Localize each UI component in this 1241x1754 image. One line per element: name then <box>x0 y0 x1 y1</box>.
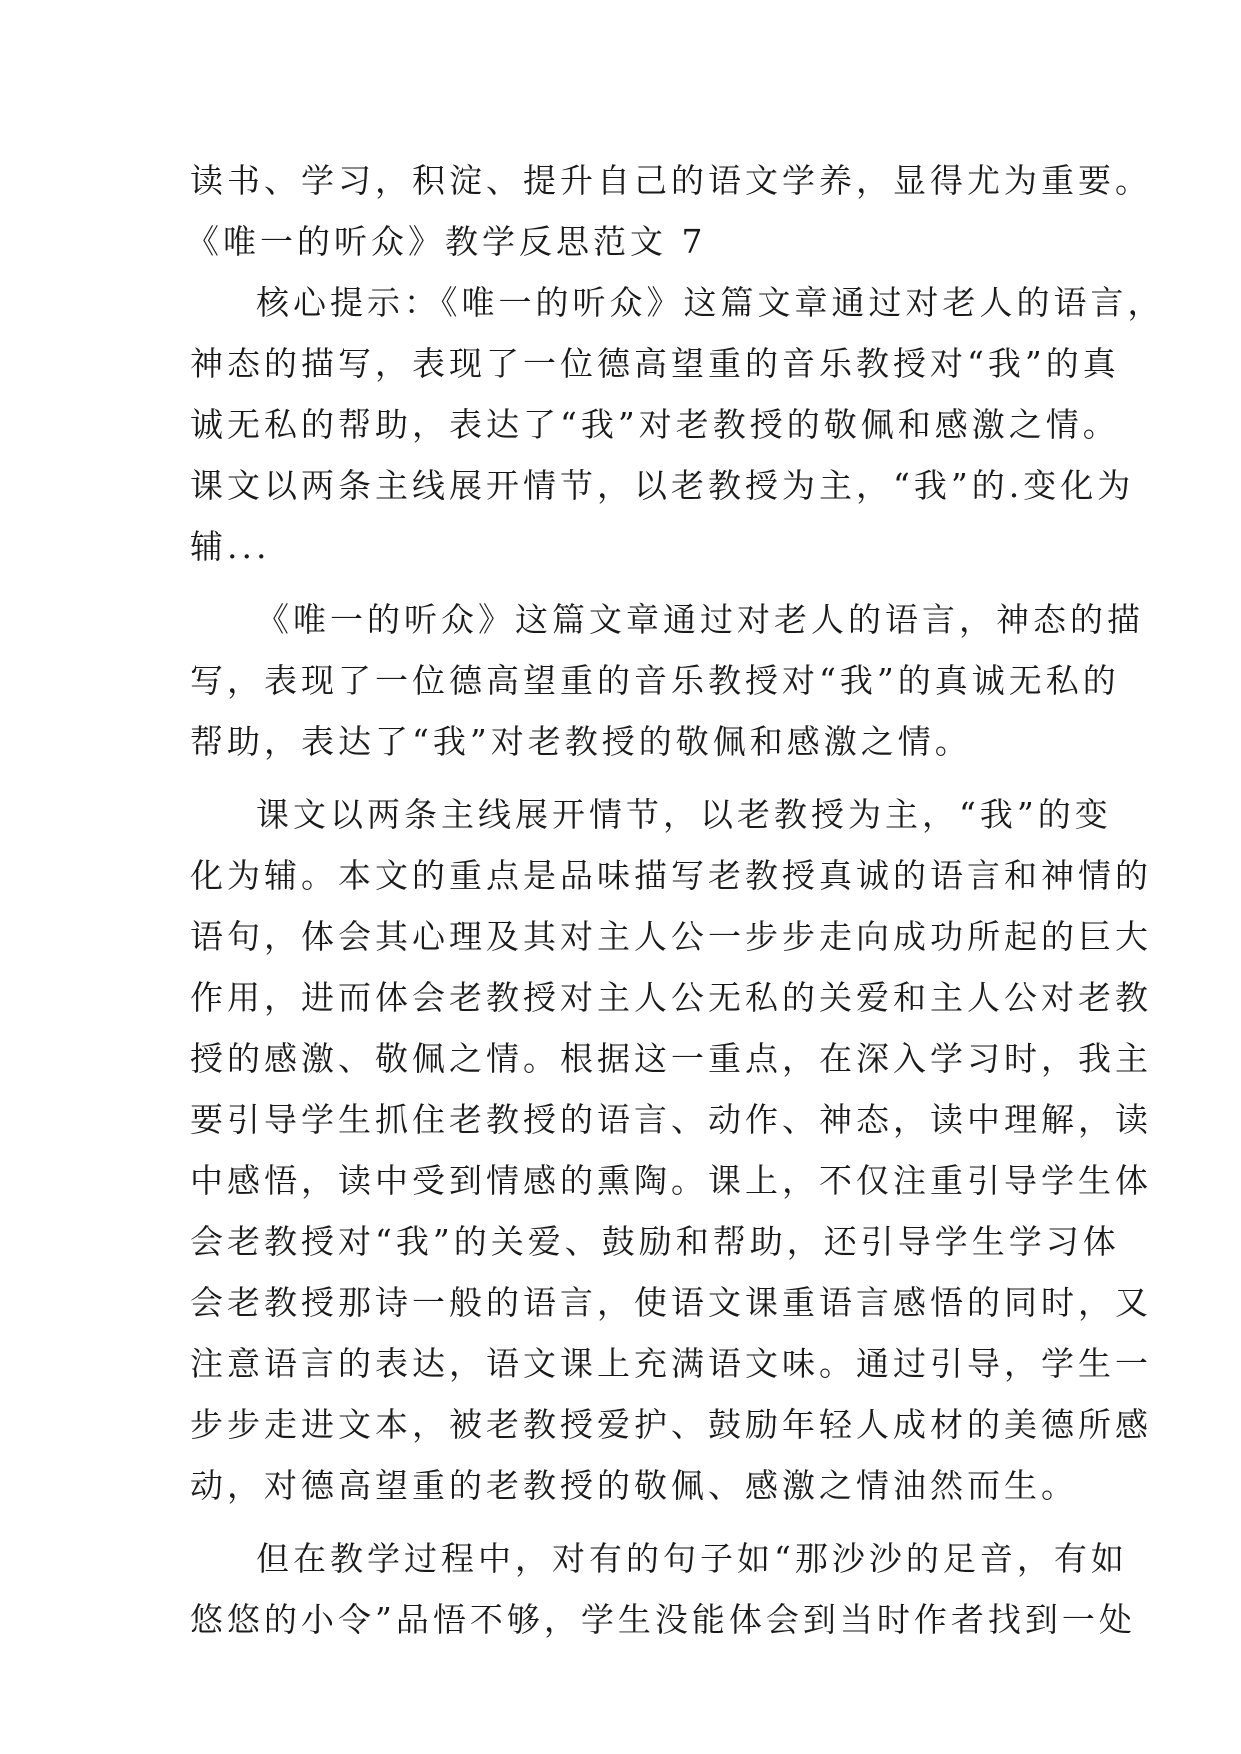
section-title: 《唯一的听众》教学反思范文 7 <box>186 222 707 261</box>
text-line: 课文以两条主线展开情节，以老教授为主，“我”的变 <box>256 795 1112 834</box>
text-line: 作用，进而体会老教授对主人公无私的关爱和主人公对老教 <box>190 978 1152 1017</box>
text-line: 语句，体会其心理及其对主人公一步步走向成功所起的巨大 <box>190 917 1152 956</box>
text-line: 课文以两条主线展开情节，以老教授为主，“我”的.变化为 <box>190 466 1135 505</box>
text-line: 步步走进文本，被老教授爱护、鼓励年轻人成材的美德所感 <box>190 1405 1152 1444</box>
text-line: 帮助，表达了“我”对老教授的敬佩和感激之情。 <box>190 722 972 761</box>
text-line: 《唯一的听众》这篇文章通过对老人的语言，神态的描 <box>256 600 1144 639</box>
text-line: 要引导学生抓住老教授的语言、动作、神态，读中理解，读 <box>190 1100 1152 1139</box>
summary-paragraph <box>190 272 1165 577</box>
text-line: 会老教授对“我”的关爱、鼓励和帮助，还引导学生学习体 <box>190 1222 1120 1261</box>
text-line: 会老教授那诗一般的语言，使语文课重语言感悟的同时，又 <box>190 1283 1152 1322</box>
text-line: 辅... <box>190 527 271 566</box>
text-line: 悠悠的小令”品悟不够，学生没能体会到当时作者找到一处 <box>190 1600 1136 1639</box>
document-page <box>186 150 1165 1650</box>
body-paragraph-3 <box>190 1528 1136 1650</box>
text-line: 核心提示：《唯一的听众》这篇文章通过对老人的语言， <box>256 283 1165 322</box>
text-line: 写，表现了一位德高望重的音乐教授对“我”的真诚无私的 <box>190 661 1120 700</box>
text-line: 但在教学过程中，对有的句子如“那沙沙的足音，有如 <box>256 1539 1128 1578</box>
text-line: 化为辅。本文的重点是品味描写老教授真诚的语言和神情的 <box>190 856 1152 895</box>
body-paragraph-1 <box>190 589 1144 772</box>
text-line: 诚无私的帮助，表达了“我”对老教授的敬佩和感激之情。 <box>190 405 1120 444</box>
text-line: 神态的描写，表现了一位德高望重的音乐教授对“我”的真 <box>190 344 1120 383</box>
body-paragraph-2 <box>190 784 1152 1516</box>
text-line: 授的感激、敬佩之情。根据这一重点，在深入学习时，我主 <box>190 1039 1152 1078</box>
text-line: 中感悟，读中受到情感的熏陶。课上，不仅注重引导学生体 <box>190 1161 1152 1200</box>
text-line: 注意语言的表达，语文课上充满语文味。通过引导，学生一 <box>190 1344 1152 1383</box>
text-line: 读书、学习，积淀、提升自己的语文学养，显得尤为重要。 <box>190 161 1152 200</box>
text-line: 动，对德高望重的老教授的敬佩、感激之情油然而生。 <box>190 1466 1078 1505</box>
